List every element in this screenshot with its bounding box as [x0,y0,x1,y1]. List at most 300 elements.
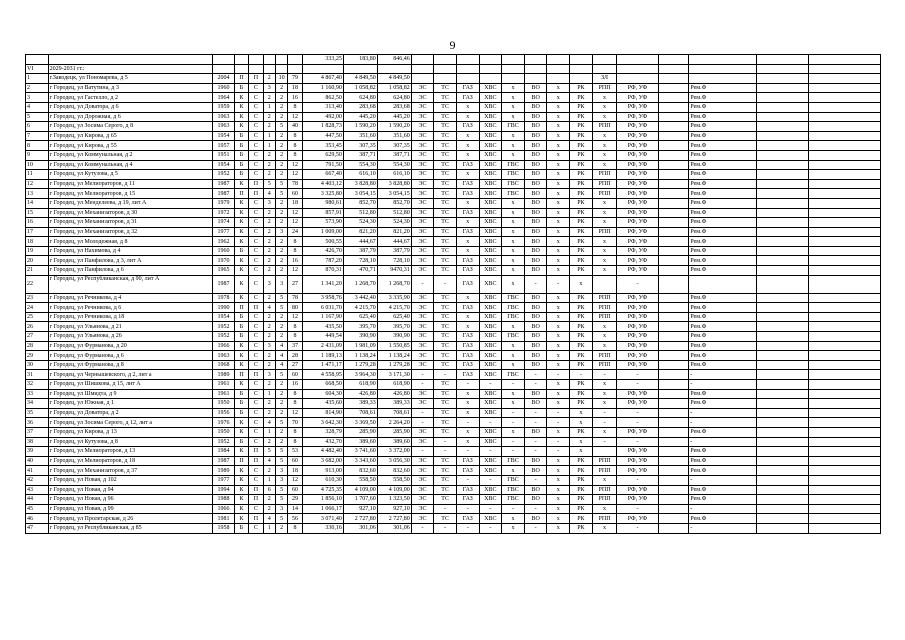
table-cell: 1954 [213,131,235,141]
table-cell: ТС [434,360,457,370]
table-cell: х [547,131,570,141]
table-cell: ТС [434,466,457,476]
table-cell: ВО [524,351,547,361]
table-cell: 432,70 [302,437,343,447]
table-cell: П [249,370,263,380]
table-cell: х [502,399,525,409]
table-cell: - [547,275,570,293]
table-cell: 2 [263,112,275,122]
table-cell: ВО [524,150,547,160]
table-cell: Рем.Ф [689,351,757,361]
table-cell: х [547,102,570,112]
table-cell: ТС [434,102,457,112]
table-cell: К [234,275,248,293]
table-cell: 389,33 [343,399,377,409]
table-cell: ТС [434,293,457,303]
table-cell: - [592,370,617,380]
table-cell: 12 [26,179,49,189]
table-cell: К [234,447,248,457]
table-cell: ХВС [479,198,502,208]
table-cell: 857,91 [302,208,343,218]
table-cell: - [689,380,757,390]
table-cell: 4 [263,456,275,466]
table-cell: х [570,437,593,447]
table-row [26,141,881,151]
table-cell: Рем.Ф [689,218,757,228]
table-cell [757,275,808,293]
table-cell: 333,25 [302,55,343,65]
table-cell: ГАЗ [456,160,479,170]
table-cell: х [547,495,570,505]
table-cell: ЭС [411,227,434,237]
table-cell: - [592,418,617,428]
table-cell: 524,30 [377,218,411,228]
table-cell: 447,50 [302,131,343,141]
table-cell: 4 [263,514,275,524]
table-row [26,102,881,112]
table-cell [757,514,808,524]
table-cell: ВО [524,131,547,141]
table-cell: Рем.Ф [689,389,757,399]
table-cell: г Городец, ул Кирова, д 55 [48,141,213,151]
table-cell: - [411,380,434,390]
table-cell: 1 066,17 [302,504,343,514]
table-cell: ГАЗ [456,275,479,293]
table-cell [757,55,808,65]
table-cell: 1984 [213,447,235,457]
table-cell [808,418,880,428]
table-cell: РФ, УФ [617,141,658,151]
table-cell: 2 [263,360,275,370]
table-cell: х [547,266,570,276]
table-cell: С [249,380,263,390]
table-cell: х [502,466,525,476]
table-cell [592,447,617,457]
table-cell: РПП [592,122,617,132]
table-cell: 4 [26,102,49,112]
table-cell: г Городец, ул Мелиораторов, д 11 [48,179,213,189]
table-cell: ГАЗ [456,485,479,495]
table-cell: РФ, УФ [617,447,658,457]
table-cell [808,312,880,322]
table-cell [808,370,880,380]
table-cell: 2 [26,83,49,93]
table-cell: х [592,218,617,228]
carry-over-row [26,55,881,65]
table-cell: 26 [26,322,49,332]
table-cell [456,64,479,74]
table-cell [570,74,593,84]
table-cell: 8 [288,523,302,533]
table-cell: Б [234,437,248,447]
table-cell: 1964 [213,93,235,103]
table-cell: 31 [26,370,49,380]
table-cell [689,74,757,84]
table-cell: 5 [275,303,287,313]
table-cell: Рем.Ф [689,83,757,93]
table-cell: - [689,408,757,418]
table-cell: 1952 [213,332,235,342]
table-cell: х [456,170,479,180]
table-cell: г Городец, ул Доватора, д 6 [48,102,213,112]
table-cell: Рем.Ф [689,427,757,437]
table-cell: 44 [26,495,49,505]
table-cell: ЗЛ [592,74,617,84]
table-cell: ВО [524,266,547,276]
table-cell: К [234,122,248,132]
table-cell: х [592,246,617,256]
table-cell [808,74,880,84]
table-cell: РПП [592,303,617,313]
table-row [26,150,881,160]
table-cell: 2 [263,237,275,247]
table-cell: 1972 [213,208,235,218]
table-cell [658,64,689,74]
table-cell [411,55,434,65]
table-cell: ГВС [502,475,525,485]
table-cell: ГВС [502,122,525,132]
table-cell: Рем.Ф [689,246,757,256]
table-cell: г Городец, ул Панфилова, д 3, лит А [48,256,213,266]
table-cell: 3 054,15 [343,189,377,199]
table-cell: С [249,141,263,151]
table-cell: 3 [275,475,287,485]
table-cell: 3 171,30 [377,370,411,380]
table-cell: РК [570,198,593,208]
table-cell: 787,20 [302,256,343,266]
table-cell: 3 054,15 [377,189,411,199]
table-cell: - [547,370,570,380]
table-cell: 5 [275,189,287,199]
table-cell [249,64,263,74]
table-cell [658,351,689,361]
table-cell: С [249,523,263,533]
table-cell [757,208,808,218]
table-cell: х [502,131,525,141]
table-cell: - [411,370,434,380]
table-cell: Рем.Ф [689,170,757,180]
table-cell: ВО [524,112,547,122]
table-cell: ГАЗ [456,208,479,218]
table-cell: К [234,198,248,208]
table-cell: 37 [288,341,302,351]
table-cell: С [249,246,263,256]
table-cell: 435,60 [302,399,343,409]
table-cell: 618,90 [343,380,377,390]
table-cell: К [234,418,248,428]
table-cell: 791,50 [302,160,343,170]
table-cell: 2 [275,246,287,256]
table-cell: ТС [434,93,457,103]
table-cell: К [234,266,248,276]
table-cell: 1960 [213,246,235,256]
table-cell: 37 [26,427,49,437]
table-cell: 1 279,28 [343,360,377,370]
table-cell: РК [570,293,593,303]
table-cell: 1 268,70 [343,275,377,293]
table-cell: х [592,332,617,342]
table-cell: 2 [263,322,275,332]
table-cell: 1954 [213,312,235,322]
table-cell: 927,10 [377,504,411,514]
table-cell: РК [570,237,593,247]
table-cell: 1959 [213,102,235,112]
table-cell: 8 [288,237,302,247]
table-cell: ГВС [502,495,525,505]
table-cell: 9470,31 [377,266,411,276]
table-cell: Рем.Ф [689,447,757,457]
table-cell: 9 [26,150,49,160]
table-cell: ВО [524,256,547,266]
table-cell: г Городец, ул Ватутина, д 3 [48,83,213,93]
table-cell: РФ, УФ [617,341,658,351]
table-cell: 2 [263,466,275,476]
table-cell: Рем.Ф [689,112,757,122]
table-cell: 353,45 [302,141,343,151]
table-cell: 1 138,24 [377,351,411,361]
table-cell [808,112,880,122]
table-cell: С [249,408,263,418]
table-cell: Рем.Ф [689,341,757,351]
table-cell: С [249,170,263,180]
table-cell [757,266,808,276]
table-row [26,275,881,293]
table-cell [808,131,880,141]
table-cell: 1 707,60 [343,495,377,505]
table-cell: х [547,237,570,247]
table-cell [658,150,689,160]
table-cell: г Городец, ул Новая, д 102 [48,475,213,485]
table-row [26,389,881,399]
table-cell: ТС [434,475,457,485]
table-cell: РПП [592,170,617,180]
table-row [26,380,881,390]
table-cell: РПП [592,485,617,495]
table-cell [658,466,689,476]
table-cell: Рем.Ф [689,227,757,237]
table-cell: Рем.Ф [689,189,757,199]
table-cell: 2 [263,380,275,390]
table-cell [808,437,880,447]
table-cell: 449,54 [302,332,343,342]
table-cell [288,55,302,65]
table-cell: 5 [275,447,287,457]
table-row [26,218,881,228]
table-cell: 1 [26,74,49,84]
table-cell: 1957 [213,141,235,151]
table-cell: ТС [434,485,457,495]
table-cell [658,495,689,505]
table-cell: ХВС [479,437,502,447]
table-cell [411,64,434,74]
table-cell: РПП [592,514,617,524]
table-cell: 1 160,90 [302,83,343,93]
table-cell: - [524,447,547,457]
table-cell: ХВС [479,351,502,361]
table-cell: - [434,504,457,514]
table-cell: ВО [524,160,547,170]
table-cell: Рем.Ф [689,150,757,160]
table-cell: 78 [288,179,302,189]
table-cell: Б [234,150,248,160]
table-cell: РК [570,131,593,141]
table-cell: - [479,475,502,485]
table-cell [658,418,689,428]
table-cell [757,112,808,122]
table-cell: 2 [275,141,287,151]
table-cell: РК [570,360,593,370]
table-cell: РФ, УФ [617,514,658,524]
table-cell: х [502,198,525,208]
table-cell [213,64,235,74]
table-cell: ТС [434,198,457,208]
table-cell [658,427,689,437]
table-cell [757,102,808,112]
table-cell: - [479,418,502,428]
table-cell [808,399,880,409]
table-cell: 2 [263,150,275,160]
table-cell: РК [570,150,593,160]
table-cell: РК [570,208,593,218]
table-cell: ЭС [411,198,434,208]
table-cell: х [592,266,617,276]
table-cell: 4 482,40 [302,447,343,457]
table-cell: ВО [524,341,547,351]
table-cell: РФ, УФ [617,208,658,218]
table-cell: ВО [524,93,547,103]
housing-program-table [25,54,881,534]
table-cell: - [689,370,757,380]
table-cell: ГВС [502,170,525,180]
table-cell: 604,30 [302,389,343,399]
table-cell: ХВС [479,131,502,141]
table-cell: 16 [26,218,49,228]
table-row [26,360,881,370]
table-cell: 8 [288,322,302,332]
table-cell: ЭС [411,351,434,361]
table-cell: Б [234,141,248,151]
table-cell: 445,20 [343,112,377,122]
table-cell: К [234,351,248,361]
table-cell: х [592,427,617,437]
table-cell: 470,71 [343,266,377,276]
table-row [26,485,881,495]
table-cell: 2 [263,351,275,361]
table-row [26,189,881,199]
table-cell: х [502,514,525,524]
table-cell: х [456,312,479,322]
table-cell [658,93,689,103]
table-cell: ТС [434,150,457,160]
table-cell: С [249,131,263,141]
table-cell: х [547,456,570,466]
table-cell [658,360,689,370]
table-cell: ХВС [479,256,502,266]
table-cell: 390,90 [377,332,411,342]
table-cell: 2 [275,266,287,276]
table-cell: г Городец, ул Ульянова, д 21 [48,322,213,332]
table-cell: РПП [592,83,617,93]
table-row [26,523,881,533]
table-cell: 2 [275,437,287,447]
table-cell: 18 [288,198,302,208]
table-cell: П [234,74,248,84]
table-cell: 2 [275,102,287,112]
table-cell: 1 [263,102,275,112]
table-cell: 1951 [213,150,235,160]
table-cell: Рем.Ф [689,495,757,505]
table-cell [689,275,757,293]
table-cell: ХВС [479,389,502,399]
table-cell: РФ, УФ [617,256,658,266]
table-cell: 4 867,40 [302,74,343,84]
table-cell [808,495,880,505]
table-cell: К [234,427,248,437]
table-cell [456,74,479,84]
table-cell [808,389,880,399]
table-cell: 708,61 [377,408,411,418]
table-cell: - [524,370,547,380]
table-cell: х [502,275,525,293]
table-cell: - [592,408,617,418]
table-cell: 2 [275,198,287,208]
table-cell: 1987 [213,179,235,189]
table-cell: х [592,141,617,151]
table-cell: РК [570,380,593,390]
table-cell: РК [570,256,593,266]
table-cell: Б [234,246,248,256]
table-cell: 832,60 [343,466,377,476]
table-cell: х [547,332,570,342]
table-cell: 29 [288,495,302,505]
table-cell: 4 215,70 [377,303,411,313]
table-cell: - [547,437,570,447]
table-cell [808,256,880,266]
table-cell [757,360,808,370]
table-cell [434,64,457,74]
table-cell: г Городец, ул Мелиораторов, д 18 [48,456,213,466]
table-cell: 846,46 [377,55,411,65]
table-cell: х [592,150,617,160]
table-cell: ТС [434,266,457,276]
table-cell: К [234,218,248,228]
table-cell: ЭС [411,341,434,351]
table-cell: 21 [26,266,49,276]
table-cell: Рем.Ф [689,514,757,524]
table-cell: РК [570,246,593,256]
table-cell: 3 056,30 [377,456,411,466]
table-cell [757,466,808,476]
table-cell: г Городец, ул Республиканская, д 85 [48,523,213,533]
table-cell: ГВС [502,303,525,313]
table-cell: 1968 [213,360,235,370]
table-cell: х [592,322,617,332]
table-cell: 2029-2031 гг.: [48,64,213,74]
table-cell: 301,06 [377,523,411,533]
table-cell: г Городец, ул Гастелло, д 2 [48,93,213,103]
table-cell: ЭС [411,237,434,247]
table-cell: х [456,389,479,399]
table-cell [808,360,880,370]
table-cell: г Городец, ул Новая, д 94 [48,485,213,495]
table-cell: - [689,475,757,485]
section-row [26,64,881,74]
table-cell: - [479,447,502,457]
table-cell: Рем.Ф [689,303,757,313]
table-cell: х [547,514,570,524]
table-cell: РФ, УФ [617,93,658,103]
table-cell: ВО [524,141,547,151]
